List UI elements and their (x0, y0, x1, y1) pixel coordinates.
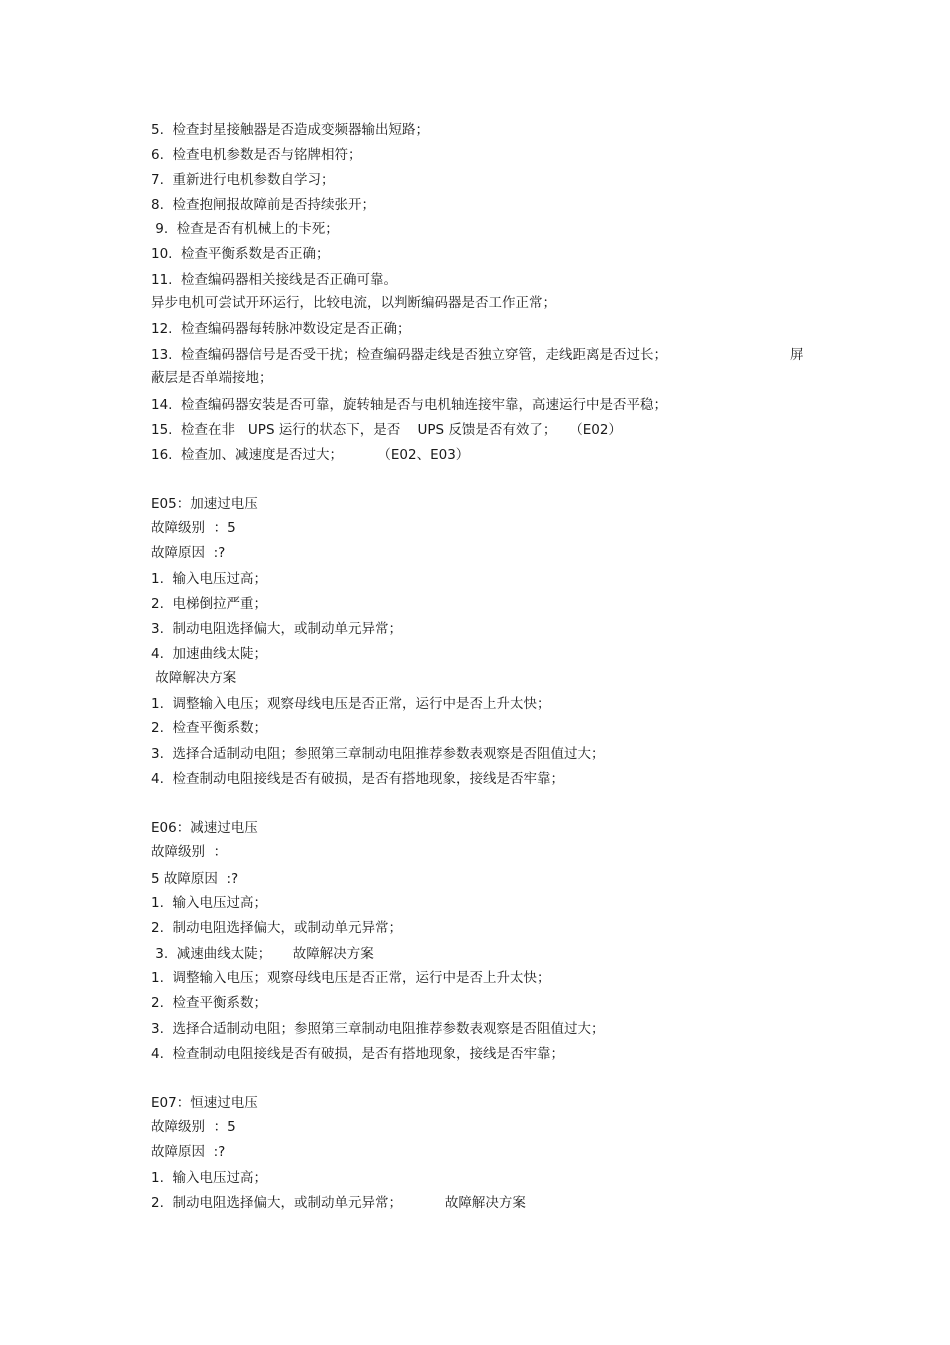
text-line: 故障级别 ：5 (151, 520, 236, 536)
text-line: 1. 调整输入电压；观察母线电压是否正常，运行中是否上升太快； (151, 696, 551, 712)
text-line: 1. 调整输入电压；观察母线电压是否正常，运行中是否上升太快； (151, 970, 551, 986)
text-line: 13. 检查编码器信号是否受干扰；检查编码器走线是否独立穿管，走线距离是否过长； (151, 347, 668, 363)
text-line: 7. 重新进行电机参数自学习； (151, 172, 335, 188)
section-heading: E07：恒速过电压 (151, 1095, 258, 1111)
text-line: 5 故障原因 :? (151, 871, 239, 887)
text-line: 1. 输入电压过高； (151, 895, 267, 911)
text-line: 2. 制动电阻选择偏大，或制动单元异常； 故障解决方案 (151, 1195, 526, 1211)
section-heading: E05：加速过电压 (151, 496, 258, 512)
text-line: 故障级别 ： (151, 844, 228, 860)
text-line: 蔽层是否单端接地； (151, 370, 273, 386)
text-line: 故障原因 :? (151, 1144, 226, 1160)
text-line: 1. 输入电压过高； (151, 571, 267, 587)
text-line: 故障解决方案 (151, 670, 237, 686)
text-line: 故障原因 :? (151, 545, 226, 561)
text-line: 12. 检查编码器每转脉冲数设定是否正确； (151, 321, 411, 337)
text-line: 11. 检查编码器相关接线是否正确可靠。 (151, 272, 398, 288)
text-line: 4. 加速曲线太陡； (151, 646, 267, 662)
text-line: 3. 减速曲线太陡； 故障解决方案 (151, 946, 374, 962)
text-line: 1. 输入电压过高； (151, 1170, 267, 1186)
text-line: 3. 制动电阻选择偏大，或制动单元异常； (151, 621, 402, 637)
text-line: 15. 检查在非 UPS 运行的状态下，是否 UPS 反馈是否有效了； （E02） (151, 422, 622, 438)
text-line: 2. 检查平衡系数； (151, 995, 267, 1011)
text-line: 9. 检查是否有机械上的卡死； (151, 221, 339, 237)
text-line: 3. 选择合适制动电阻；参照第三章制动电阻推荐参数表观察是否阻值过大； (151, 746, 605, 762)
text-line: 4. 检查制动电阻接线是否有破损，是否有搭地现象，接线是否牢靠； (151, 1046, 564, 1062)
text-line: 6. 检查电机参数是否与铭牌相符； (151, 147, 362, 163)
text-line: 10. 检查平衡系数是否正确； (151, 246, 330, 262)
text-line: 3. 选择合适制动电阻；参照第三章制动电阻推荐参数表观察是否阻值过大； (151, 1021, 605, 1037)
text-line: 2. 检查平衡系数； (151, 720, 267, 736)
section-heading: E06：减速过电压 (151, 820, 258, 836)
text-line: 4. 检查制动电阻接线是否有破损，是否有搭地现象，接线是否牢靠； (151, 771, 564, 787)
text-fragment: 屏 (790, 347, 804, 363)
text-line: 8. 检查抱闸报故障前是否持续张开； (151, 197, 375, 213)
text-line: 故障级别 ：5 (151, 1119, 236, 1135)
text-line: 2. 电梯倒拉严重； (151, 596, 267, 612)
text-line: 16. 检查加、减速度是否过大； （E02、E03） (151, 447, 470, 463)
text-line: 14. 检查编码器安装是否可靠，旋转轴是否与电机轴连接牢靠，高速运行中是否平稳； (151, 397, 668, 413)
text-line: 5. 检查封星接触器是否造成变频器输出短路； (151, 122, 429, 138)
text-line: 异步电机可尝试开环运行，比较电流，以判断编码器是否工作正常； (151, 295, 556, 311)
text-line: 2. 制动电阻选择偏大，或制动单元异常； (151, 920, 402, 936)
